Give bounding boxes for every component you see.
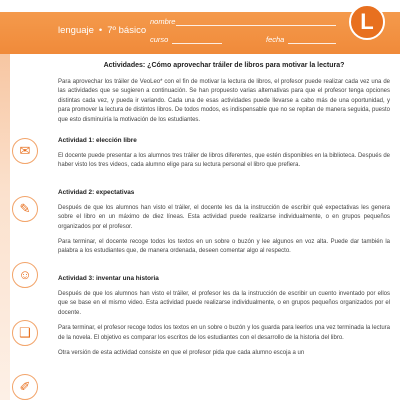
activity-3-paragraph-3: Otra versión de esta actividad consiste en que el profesor pida que cada alumno escoja a un [58, 349, 305, 356]
pencil-icon: ✐ [12, 374, 38, 400]
message-icon: ✉ [12, 138, 38, 164]
sidebar-decoration [0, 54, 10, 400]
document-body [58, 62, 390, 364]
separator-dot: • [98, 25, 103, 36]
activity-2-heading: Actividad 2: expectativas [58, 188, 135, 196]
worksheet-header-bar [0, 12, 400, 54]
subject-grade-label [58, 25, 146, 36]
name-field-label: nombre [150, 17, 176, 26]
grade-label: 7º básico [107, 25, 147, 36]
activity-1-paragraph-1: El docente puede presentar a los alumnos tres tráiler de libros diferentes, que estén disponibles en la biblioteca. Después de haber visto los tres videos, cada alumno elige para su lectura personal el libro que prefiera. [58, 153, 390, 169]
course-field-label: curso [150, 35, 169, 44]
book-icon: ❑ [12, 320, 38, 346]
activity-2-paragraph-1: Después de que los alumnos han visto el tráiler, el docente les da la instrucción de escribir qué expectativas les genera sobre el libro en un máximo de diez líneas. Esta actividad puede realizarse individualmente, o en grupos pequeños organizados por el profesor. [58, 204, 390, 230]
date-field-line [288, 43, 336, 44]
activity-3-heading: Actividad 3: inventar una historia [58, 274, 159, 282]
course-field-line [172, 43, 222, 44]
document-title: Actividades: ¿Cómo aprovechar tráiler de libros para motivar la lectura? [103, 62, 345, 69]
note-icon: ✎ [12, 196, 38, 222]
name-field-line [176, 25, 336, 26]
subject-label: lenguaje [58, 25, 94, 36]
intro-paragraph: Para aprovechar los tráiler de VeoLeo* con el fin de motivar la lectura de libros, el profesor puede realizar cada vez una de las actividades que se sugieren a continuación. Se han propuesto varias alternativas para que el profesor tenga opciones distintas cada vez, y pueda ir variando. Cada una de esas actividades puede llevarse a cabo más de una oportunidad, y para promover la lectura de distintos libros. De todos modos, es indispensable que no se repitan de manera seguida, puesto que esto disminuiría la motivación de los estudiantes. [58, 79, 390, 123]
activity-1-heading: Actividad 1: elección libre [58, 137, 137, 145]
activity-2-paragraph-2: Para terminar, el docente recoge todos los textos en un sobre o buzón y lee algunos en voz alta. Puede dar también la palabra a los estudiantes que, de manera ordenada, deseen comentar algo al respecto. [58, 239, 390, 255]
people-icon: ☺ [12, 262, 38, 288]
date-field-label: fecha [266, 35, 285, 44]
activity-3-paragraph-1: Después de que los alumnos han visto el tráiler, el profesor les da la instrucción de escribir un cuento inventado por ellos que se base en el mismo video. Esta actividad puede realizarse individualmente, o en grupos pequeños organizados por el docente. [58, 290, 390, 316]
activity-3-paragraph-2: Para terminar, el profesor recoge todos los textos en un sobre o buzón y los guarda para leerlos una vez terminada la lectura de la novela. El objetivo es comparar los escritos de los estudiantes con el desarrollo de la historia del libro. [58, 325, 390, 341]
language-logo-badge: L [349, 4, 385, 40]
